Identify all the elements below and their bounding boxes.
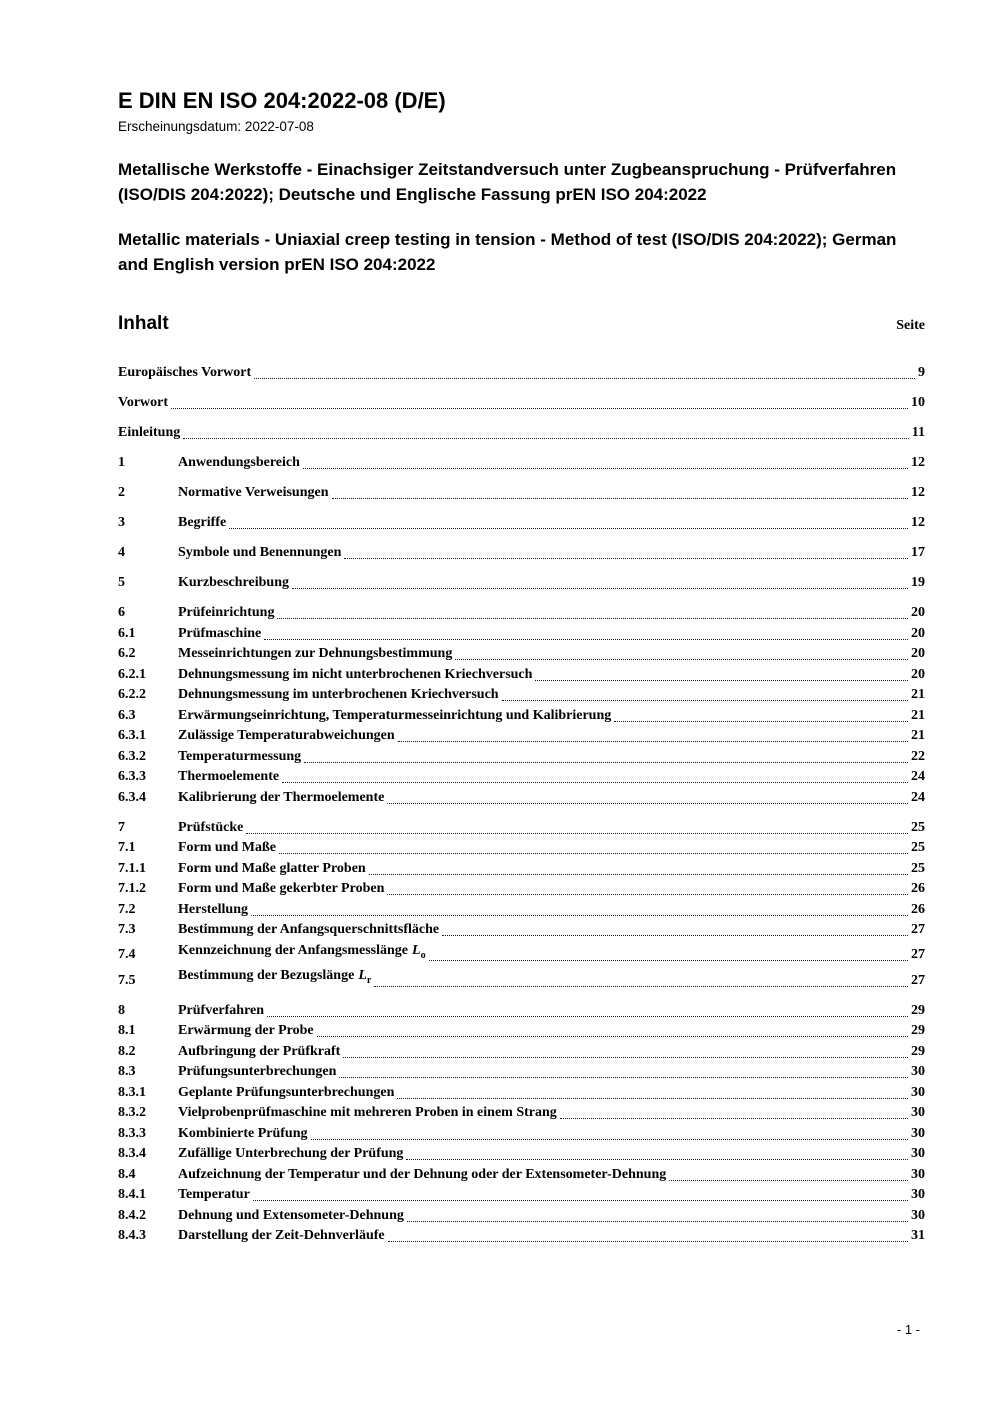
toc-entry-page: 27	[911, 922, 925, 937]
toc-entry-label: Form und Maße	[178, 840, 276, 855]
toc-dot-leader	[254, 378, 915, 379]
toc-entry-label: Kennzeichnung der Anfangsmesslänge $L_o$	[178, 942, 426, 961]
toc-entry	[118, 543, 925, 564]
toc-dot-leader	[183, 438, 909, 439]
document-title-english: Metallic materials - Uniaxial creep testing in tension - Method of test (ISO/DIS 204:2022); German and English version prEN ISO 204:2022	[118, 230, 897, 274]
toc-entry-label: Prüfverfahren	[178, 1002, 265, 1018]
toc-entry-label: Bestimmung der Anfangsquerschnittsfläche	[178, 922, 440, 937]
toc-entry-number: 8.3.4	[118, 1146, 146, 1162]
toc-entry-label: Normative Verweisungen	[178, 485, 329, 500]
toc-entry-number: 7.2	[118, 901, 136, 917]
toc-entry-number: 4	[118, 545, 125, 560]
toc-entry-number: 3	[118, 515, 125, 530]
toc-entry-page: 29	[911, 1002, 925, 1018]
toc-entry-label: Messeinrichtungen zur Dehnungsbestimmung	[178, 646, 453, 661]
toc-entry-page: 27	[911, 972, 925, 988]
toc-entry-page: 24	[911, 789, 925, 805]
toc-entry-page: 25	[911, 819, 925, 835]
toc-dot-leader	[407, 1221, 908, 1222]
toc-entry-page: 31	[911, 1228, 925, 1244]
toc-entry	[118, 1083, 925, 1104]
toc-entry-number: 8.4	[118, 1166, 136, 1182]
toc-dot-leader	[455, 659, 908, 660]
toc-entry-page: 26	[911, 901, 925, 917]
toc-entry	[118, 966, 925, 991]
toc-entry-page: 21	[911, 687, 925, 702]
toc-entry-label: Erwärmungseinrichtung, Temperaturmesseinrichtung und Kalibrierung	[178, 707, 612, 723]
toc-entry	[118, 788, 925, 809]
toc-entry-label: Prüfungsunterbrechungen	[178, 1064, 337, 1080]
toc-entry	[118, 624, 925, 645]
toc-entry-number: 1	[118, 455, 125, 470]
toc-entry-number: 7.5	[118, 972, 136, 988]
toc-entry-number: 6.3.2	[118, 748, 146, 764]
toc-entry	[118, 1103, 925, 1124]
toc-entry-label: Dehnung und Extensometer-Dehnung	[178, 1207, 404, 1223]
document-title: E DIN EN ISO 204:2022-08 (D/E)	[118, 88, 446, 113]
toc-entry	[118, 423, 925, 444]
toc-dot-leader	[502, 700, 908, 701]
toc-entry-page: 22	[911, 748, 925, 764]
toc-entry-label: Thermoelemente	[178, 769, 280, 784]
toc-dot-leader	[398, 741, 908, 742]
toc-entry-label: Prüfeinrichtung	[178, 605, 275, 620]
toc-dot-leader	[388, 1241, 908, 1242]
toc-entry-page: 30	[911, 1084, 925, 1100]
toc-dot-leader	[387, 803, 908, 804]
toc-entry	[118, 1226, 925, 1247]
toc-entry	[118, 1001, 925, 1022]
toc-entry-label: Begriffe	[178, 515, 227, 530]
toc-entry-page: 27	[911, 947, 925, 963]
toc-entry-number: 8.4.2	[118, 1207, 146, 1223]
toc-entry	[118, 726, 925, 747]
toc-entry	[118, 393, 925, 414]
toc-entry-page: 29	[911, 1023, 925, 1039]
toc-heading: Inhalt	[118, 313, 169, 334]
toc-entry-page: 29	[911, 1043, 925, 1059]
toc-entry-label: Prüfstücke	[178, 819, 244, 835]
toc-entry	[118, 644, 925, 665]
toc-entry-number: 6.1	[118, 625, 136, 641]
toc-entry-page: 20	[911, 646, 925, 661]
toc-entry-number: 6.3.3	[118, 769, 146, 784]
toc-entry-number: 7.4	[118, 947, 136, 963]
toc-entry-label: Dehnungsmessung im nicht unterbrochenen Kriechversuch	[178, 666, 533, 682]
toc-dot-leader	[277, 618, 908, 619]
toc-entry-number: 8.3.3	[118, 1125, 146, 1141]
toc-entry-number: 7.1	[118, 840, 136, 855]
toc-entry-label: Anwendungsbereich	[178, 455, 300, 470]
toc-entry-page: 26	[911, 881, 925, 896]
toc-dot-leader	[535, 680, 908, 681]
toc-entry-label: Form und Maße gekerbter Proben	[178, 881, 385, 896]
toc-list	[118, 363, 925, 1247]
toc-dot-leader	[251, 915, 908, 916]
toc-entry	[118, 900, 925, 921]
toc-entry	[118, 859, 925, 880]
toc-entry-page: 30	[911, 1064, 925, 1080]
toc-entry	[118, 941, 925, 966]
toc-entry	[118, 453, 925, 474]
toc-entry-page: 12	[911, 485, 925, 500]
toc-entry-number: 6.2.1	[118, 666, 146, 682]
toc-entry	[118, 685, 925, 706]
toc-entry-number: 8	[118, 1002, 125, 1018]
toc-dot-leader	[304, 762, 908, 763]
toc-entry-page: 20	[911, 666, 925, 682]
toc-entry-page: 30	[911, 1166, 925, 1182]
toc-dot-leader	[311, 1139, 909, 1140]
toc-dot-leader	[339, 1077, 908, 1078]
toc-entry-number: 8.3	[118, 1064, 136, 1080]
toc-entry-page: 30	[911, 1187, 925, 1203]
toc-entry-label: Darstellung der Zeit-Dehnverläufe	[178, 1228, 385, 1244]
toc-entry	[118, 573, 925, 594]
toc-entry-page: 24	[911, 769, 925, 784]
toc-entry-number: 7.1.1	[118, 860, 146, 876]
toc-dot-leader	[253, 1200, 908, 1201]
toc-dot-leader	[387, 894, 908, 895]
toc-entry-page: 17	[911, 545, 925, 560]
toc-dot-leader	[442, 935, 908, 936]
toc-entry-page: 25	[911, 840, 925, 855]
toc-entry-number: 8.3.2	[118, 1105, 146, 1121]
toc-entry-label: Bestimmung der Bezugslänge $L_r$	[178, 967, 372, 986]
toc-entry-number: 6.3	[118, 707, 136, 723]
toc-dot-leader	[303, 468, 908, 469]
toc-entry-label: Europäisches Vorwort	[118, 365, 252, 380]
toc-entry	[118, 1124, 925, 1145]
toc-entry-page: 12	[911, 455, 925, 470]
toc-entry-label: Erwärmung der Probe	[178, 1023, 314, 1039]
toc-dot-leader	[614, 721, 908, 722]
toc-heading-row	[118, 313, 925, 335]
toc-entry-page: 30	[911, 1207, 925, 1223]
toc-entry	[118, 920, 925, 941]
toc-entry-number: 6.3.1	[118, 728, 146, 743]
toc-dot-leader	[344, 558, 908, 559]
page-number-footer: - 1 -	[896, 1322, 920, 1337]
toc-entry-page: 12	[911, 515, 925, 530]
toc-entry	[118, 706, 925, 727]
toc-entry-number: 7	[118, 819, 125, 835]
toc-entry-label: Einleitung	[118, 425, 181, 440]
toc-entry-number: 7.1.2	[118, 881, 146, 896]
toc-entry	[118, 1165, 925, 1186]
toc-dot-leader	[669, 1180, 908, 1181]
toc-entry-number: 2	[118, 485, 125, 500]
toc-dot-leader	[343, 1057, 908, 1058]
toc-entry	[118, 1206, 925, 1227]
toc-entry-label: Zufällige Unterbrechung der Prüfung	[178, 1146, 404, 1162]
toc-entry-page: 20	[911, 625, 925, 641]
toc-entry	[118, 1021, 925, 1042]
toc-entry-label: Dehnungsmessung im unterbrochenen Kriechversuch	[178, 687, 499, 702]
toc-entry-number: 6	[118, 605, 125, 620]
toc-entry-page: 30	[911, 1146, 925, 1162]
toc-dot-leader	[229, 528, 908, 529]
toc-entry-label: Kombinierte Prüfung	[178, 1125, 308, 1141]
toc-dot-leader	[332, 498, 909, 499]
toc-entry	[118, 665, 925, 686]
toc-entry	[118, 1042, 925, 1063]
toc-dot-leader	[282, 782, 908, 783]
toc-entry	[118, 483, 925, 504]
toc-dot-leader	[171, 408, 908, 409]
document-title-german: Metallische Werkstoffe - Einachsiger Zeitstandversuch unter Zugbeanspruchung - Prüfverfahren (ISO/DIS 204:2022); Deutsche und Englische Fassung prEN ISO 204:2022	[118, 160, 897, 204]
toc-dot-leader	[406, 1159, 908, 1160]
toc-entry	[118, 1144, 925, 1165]
toc-entry	[118, 818, 925, 839]
toc-entry-label: Temperatur	[178, 1187, 250, 1203]
toc-entry	[118, 747, 925, 768]
toc-entry-number: 8.2	[118, 1043, 136, 1059]
document-header	[118, 88, 925, 277]
toc-entry-label: Herstellung	[178, 901, 248, 917]
toc-entry	[118, 838, 925, 859]
publication-date: Erscheinungsdatum: 2022-07-08	[118, 119, 314, 134]
toc-page-column-label: Seite	[896, 318, 925, 333]
toc-entry-page: 21	[911, 707, 925, 723]
toc-entry-page: 20	[911, 605, 925, 620]
toc-entry-label: Kalibrierung der Thermoelemente	[178, 789, 385, 805]
toc-entry-label: Temperaturmessung	[178, 748, 302, 764]
toc-entry	[118, 767, 925, 788]
toc-entry	[118, 603, 925, 624]
toc-entry	[118, 1185, 925, 1206]
toc-entry-number: 8.1	[118, 1023, 136, 1039]
toc-entry-label: Prüfmaschine	[178, 625, 262, 641]
toc-entry-page: 25	[911, 860, 925, 876]
toc-dot-leader	[560, 1118, 908, 1119]
toc-entry	[118, 363, 925, 384]
toc-entry-label: Zulässige Temperaturabweichungen	[178, 728, 395, 743]
formula-symbol: L	[412, 942, 421, 958]
toc-entry-number: 5	[118, 575, 125, 590]
toc-dot-leader	[369, 874, 908, 875]
toc-entry-label: Vielprobenprüfmaschine mit mehreren Proben in einem Strang	[178, 1105, 557, 1121]
toc-dot-leader	[267, 1016, 908, 1017]
toc-entry-number: 8.4.3	[118, 1228, 146, 1244]
toc-entry-label: Form und Maße glatter Proben	[178, 860, 366, 876]
toc-entry-number: 6.3.4	[118, 789, 146, 805]
toc-entry-page: 10	[911, 395, 925, 410]
toc-entry-page: 30	[911, 1125, 925, 1141]
toc-entry-number: 6.2	[118, 646, 136, 661]
toc-entry-label: Aufzeichnung der Temperatur und der Dehnung oder der Extensometer-Dehnung	[178, 1166, 667, 1182]
toc-entry-number: 8.3.1	[118, 1084, 146, 1100]
toc-entry	[118, 513, 925, 534]
toc-dot-leader	[374, 986, 908, 987]
toc-entry	[118, 879, 925, 900]
toc-dot-leader	[292, 588, 908, 589]
toc-dot-leader	[279, 853, 908, 854]
toc-entry-page: 30	[911, 1105, 925, 1121]
formula-symbol: L	[358, 967, 367, 983]
toc-entry-number: 7.3	[118, 922, 136, 937]
toc-entry-label: Geplante Prüfungsunterbrechungen	[178, 1084, 395, 1100]
toc-dot-leader	[397, 1098, 908, 1099]
toc-entry-page: 11	[911, 425, 925, 440]
toc-dot-leader	[429, 960, 908, 961]
toc-entry-label: Aufbringung der Prüfkraft	[178, 1043, 341, 1059]
toc-entry-page: 19	[911, 575, 925, 590]
toc-entry-page: 9	[918, 365, 925, 380]
toc-entry-label: Vorwort	[118, 395, 169, 410]
toc-dot-leader	[317, 1036, 908, 1037]
toc-entry-number: 8.4.1	[118, 1187, 146, 1203]
toc-dot-leader	[246, 833, 908, 834]
toc-entry-page: 21	[911, 728, 925, 743]
toc-entry-number: 6.2.2	[118, 687, 146, 702]
toc-entry	[118, 1062, 925, 1083]
toc-entry-label: Symbole und Benennungen	[178, 545, 342, 560]
toc-entry-label: Kurzbeschreibung	[178, 575, 289, 590]
toc-dot-leader	[264, 639, 908, 640]
